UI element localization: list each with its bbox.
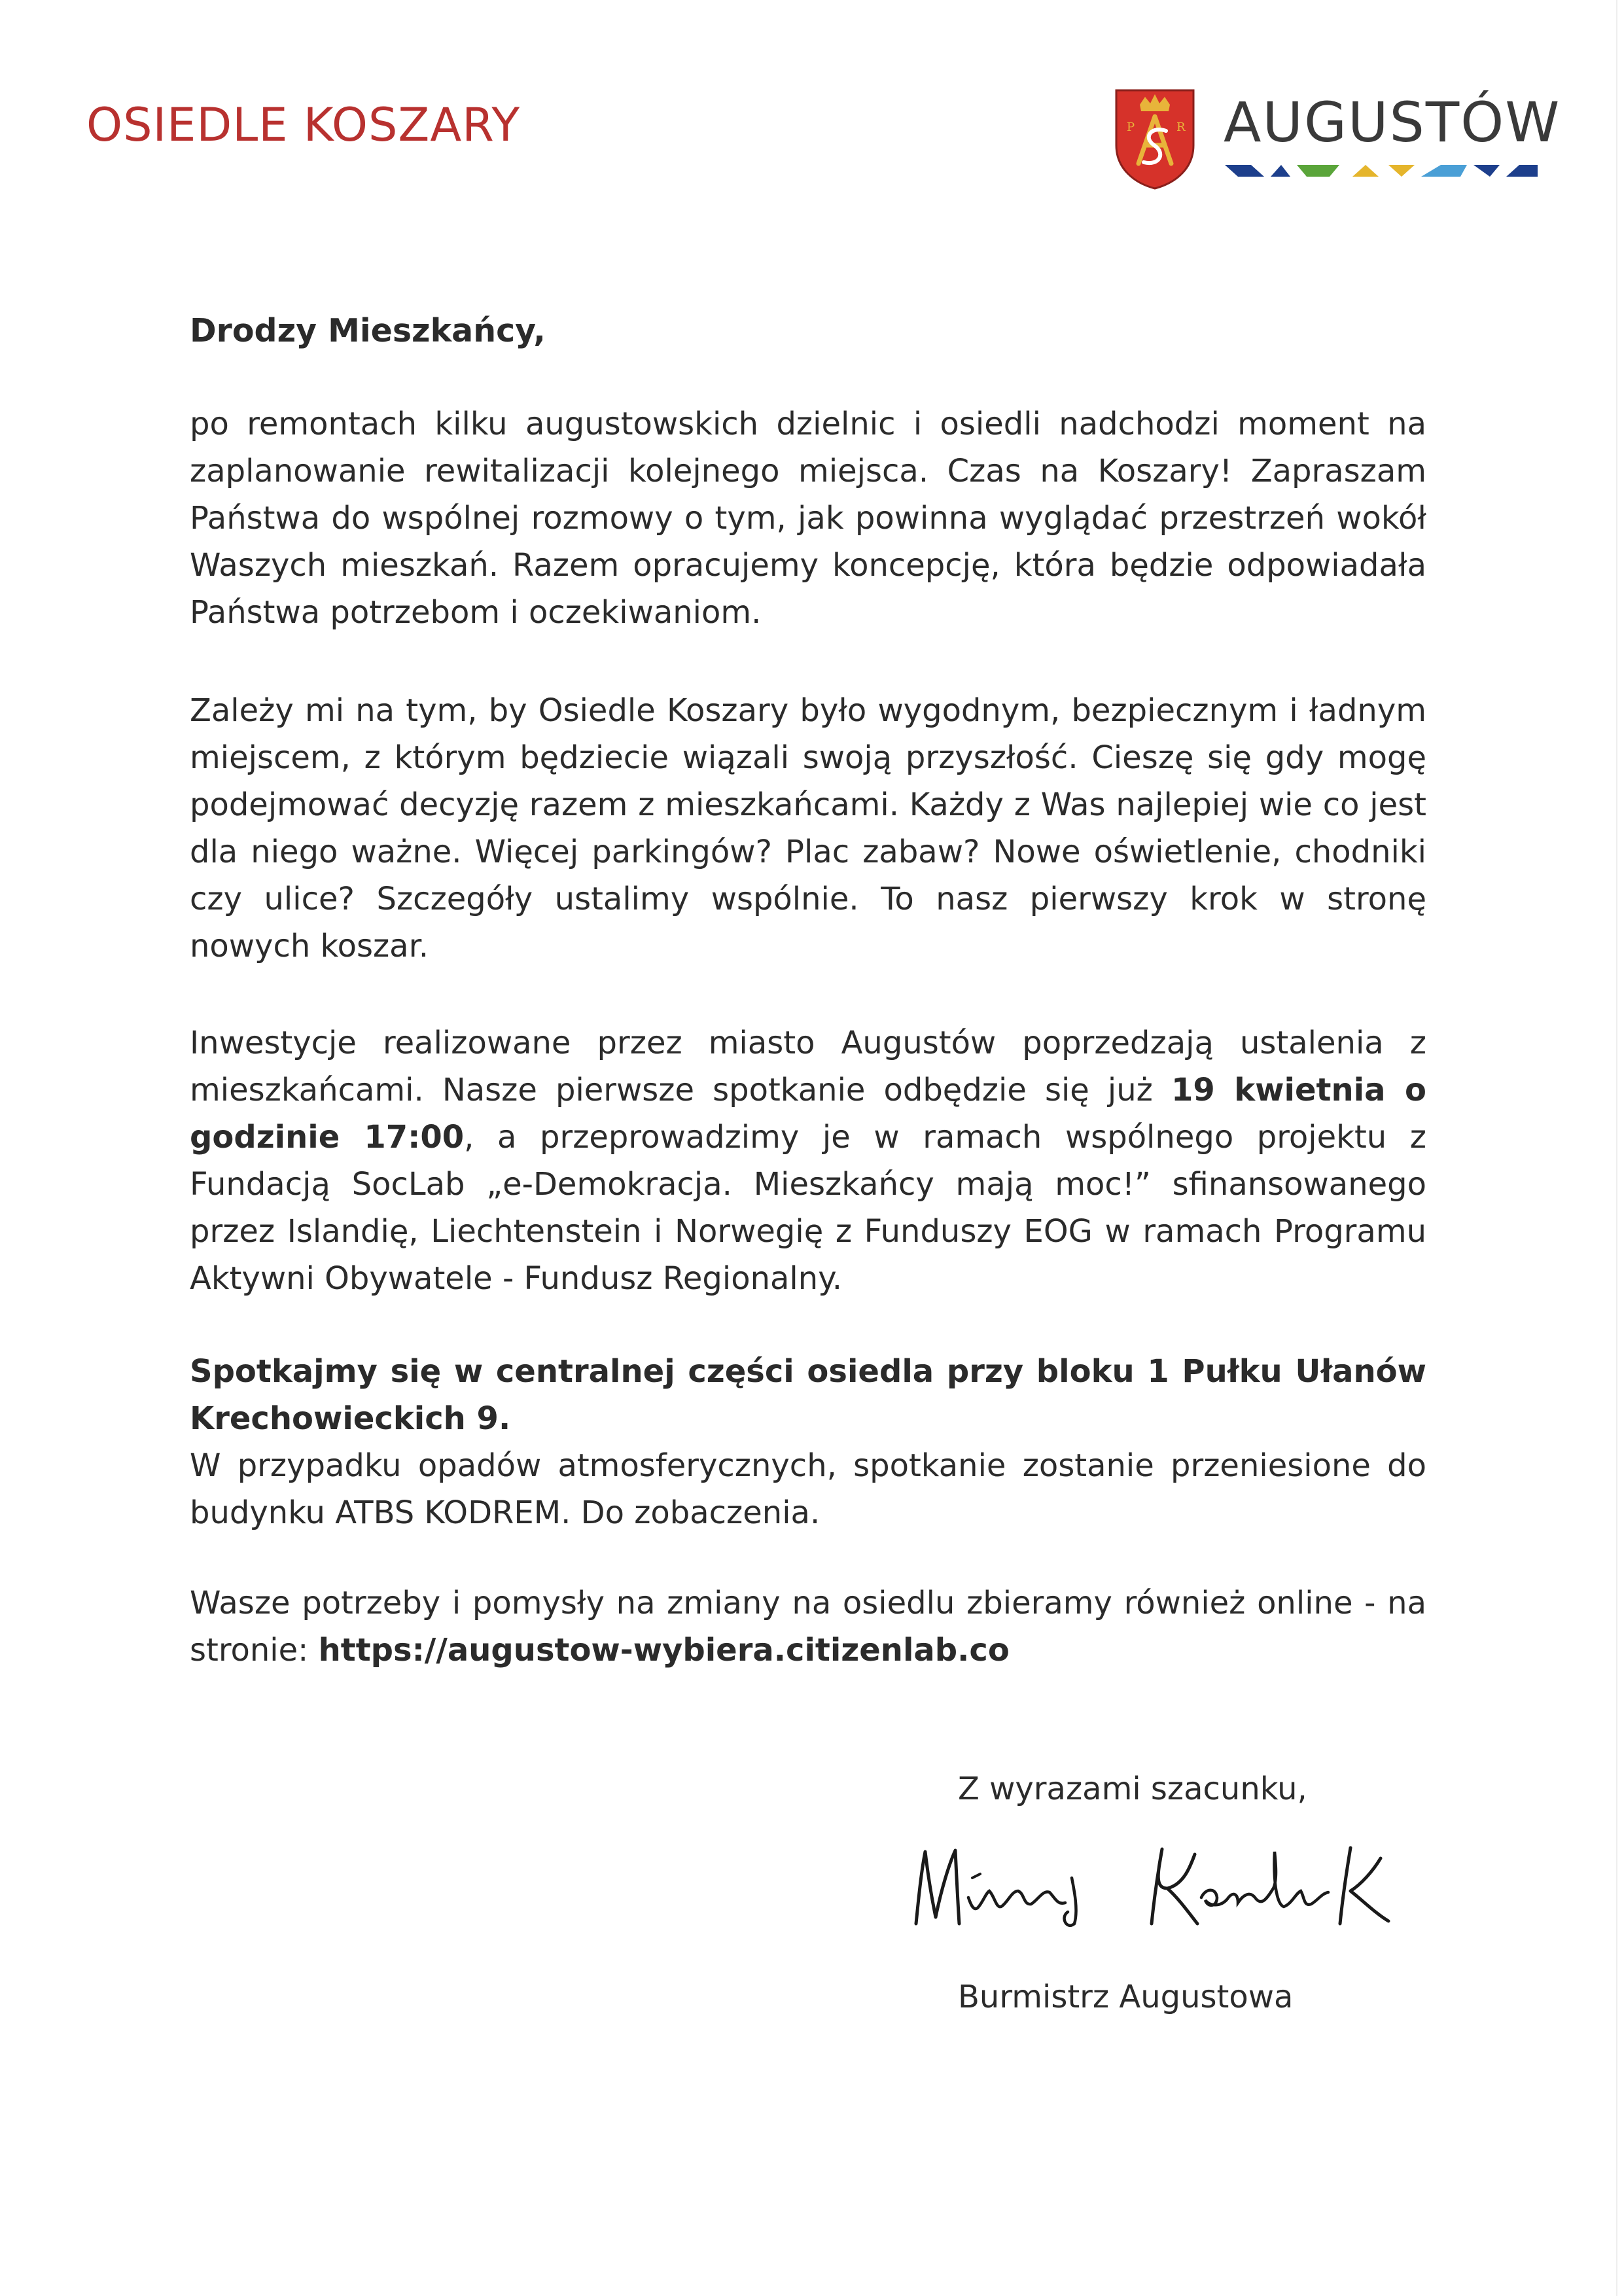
closing-salutation: Z wyrazami szacunku, <box>958 1771 1307 1807</box>
brand-wave-icon <box>1225 162 1538 178</box>
signer-title: Burmistrz Augustowa <box>958 1979 1294 2015</box>
meeting-date: 19 kwietnia o godzinie 17:00 <box>190 1072 1426 1156</box>
city-logo <box>1112 85 1561 190</box>
meeting-location: Spotkajmy się w centralnej części osiedla przy bloku 1 Pułku Ułanów Krechowieckich 9. <box>190 1353 1426 1437</box>
paragraph-intro: po remontach kilku augustowskich dzielnic i osiedli nadchodzi moment na zaplanowanie rewitalizacji kolejnego miejsca. Czas na Koszary! Zapraszam Państwa do wspólnej rozmowy o tym, jak powinna wyglądać przestrzeń wokół Waszych mieszkań. Razem opracujemy koncepcję, która będzie odpowiadała Państwa potrzebom i oczekiwaniom. <box>190 406 1426 631</box>
svg-text:R: R <box>1176 120 1186 134</box>
coat-of-arms-icon <box>1112 85 1197 190</box>
meeting-project-text: , a przeprowadzimy je w ramach wspólnego projektu z Fundacją SocLab „e-Demokracja. Mieszkańcy mają moc!” sfinansowanego przez Islandię, Liechtenstein i Norwegię z Funduszy EOG w ramach Programu Aktywni Obywatele - Fundusz Regionalny. <box>190 1119 1427 1297</box>
online-text: Wasze potrzeby i pomysły na zmiany na osiedlu zbieramy również online - na stronie: <box>190 1585 1426 1669</box>
paragraph-location <box>190 1348 1426 1536</box>
estate-title: OSIEDLE KOSZARY <box>86 98 521 152</box>
paragraph-goals: Zależy mi na tym, by Osiedle Koszary było wygodnym, bezpiecznym i ładnym miejscem, z którym będziecie wiązali swoją przyszłość. Cieszę się gdy mogę podejmować decyzję razem z mieszkańcami. Każdy z Was najlepiej wie co jest dla niego ważne. Więcej parkingów? Plac zabaw? Nowe oświetlenie, chodniki czy ulice? Szczegóły ustalimy wspólnie. To nasz pierwszy krok w stronę nowych koszar. <box>190 692 1426 964</box>
scan-edge <box>1616 0 1617 2296</box>
svg-text:P: P <box>1127 120 1135 134</box>
handwritten-signature <box>903 1826 1413 1956</box>
greeting: Drodzy Mieszkańcy, <box>190 312 546 349</box>
paragraph-meeting <box>190 1019 1426 1302</box>
rain-note: W przypadku opadów atmosferycznych, spotkanie zostanie przeniesione do budynku ATBS KODREM. Do zobaczenia. <box>190 1447 1426 1531</box>
website-link[interactable]: https://augustow-wybiera.citizenlab.co <box>318 1632 1010 1669</box>
paragraph-online <box>190 1580 1426 1674</box>
meeting-intro-text: Inwestycje realizowane przez miasto Augustów poprzedzają ustalenia z mieszkańcami. Nasze pierwsze spotkanie odbędzie się już <box>190 1025 1426 1108</box>
city-name: AUGUSTÓW <box>1224 90 1561 154</box>
